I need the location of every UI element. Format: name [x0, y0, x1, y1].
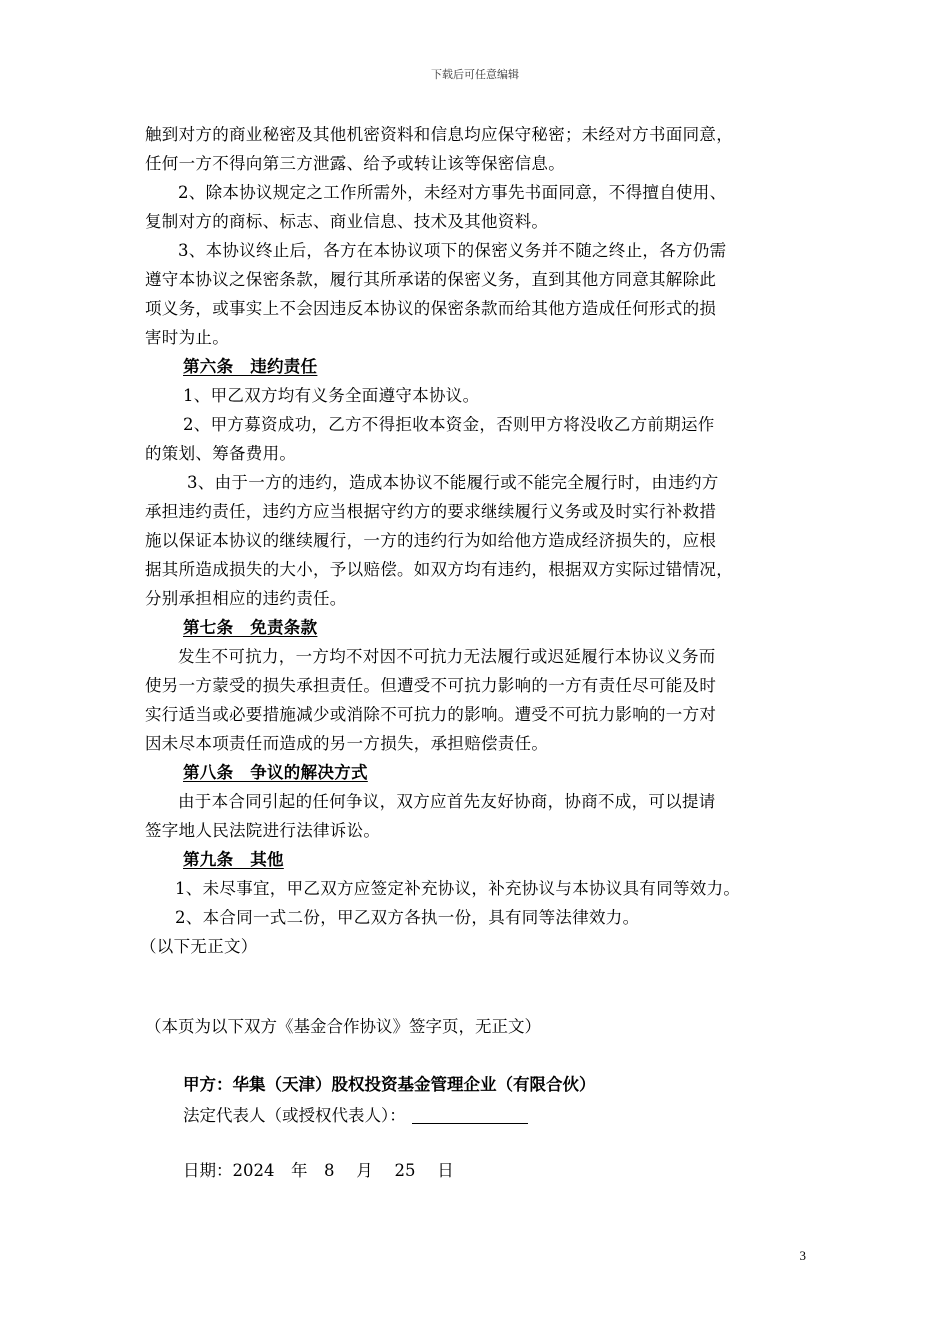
- body-line: 2、甲方募资成功，乙方不得拒收本资金，否则甲方将没收乙方前期运作: [183, 415, 715, 434]
- section-heading-7: [145, 613, 825, 642]
- body-line: 1、未尽事宜，甲乙双方应签定补充协议，补充协议与本协议具有同等效力。: [175, 879, 741, 898]
- body-line: 1、甲乙双方均有义务全面遵守本协议。: [183, 386, 480, 405]
- body-line: 项义务，或事实上不会因违反本协议的保密条款而给其他方造成任何形式的损: [145, 299, 717, 318]
- page-number: 3: [799, 1248, 806, 1263]
- body-line: 3、本协议终止后，各方在本协议项下的保密义务并不随之终止，各方仍需: [178, 241, 727, 260]
- body-line: 实行适当或必要措施减少或消除不可抗力的影响。遭受不可抗力影响的一方对: [145, 705, 717, 724]
- section-heading-7-text: 第七条 免责条款: [183, 618, 318, 637]
- body-line: 由于本合同引起的任何争议，双方应首先友好协商，协商不成，可以提请: [178, 792, 716, 811]
- section-heading-9-text: 第九条 其他: [183, 850, 284, 869]
- header-note: 下载后可任意编辑: [431, 68, 519, 81]
- section-heading-8: [145, 758, 825, 787]
- body-line: 2、本合同一式二份，甲乙双方各执一份，具有同等法律效力。: [175, 908, 640, 927]
- body-line: 承担违约责任，违约方应当根据守约方的要求继续履行义务或及时实行补救措: [145, 502, 717, 521]
- body-line: 任何一方不得向第三方泄露、给予或转让该等保密信息。: [145, 154, 565, 173]
- section-heading-8-text: 第八条 争议的解决方式: [183, 763, 368, 782]
- representative-line: [183, 1102, 903, 1126]
- party-a-name: 甲方：华集（天津）股权投资基金管理企业（有限合伙）: [183, 1075, 596, 1094]
- section-heading-6: [145, 352, 825, 381]
- signature-intro: （本页为以下双方《基金合作协议》签字页，无正文）: [145, 1017, 541, 1036]
- body-line: 发生不可抗力，一方均不对因不可抗力无法履行或迟延履行本协议义务而: [178, 647, 716, 666]
- body-line: （以下无正文）: [140, 937, 258, 956]
- section-heading-9: [145, 845, 825, 874]
- body-line: 据其所造成损失的大小，予以赔偿。如双方均有违约，根据双方实际过错情况，: [145, 560, 733, 579]
- body-line: 复制对方的商标、标志、商业信息、技术及其他资料。: [145, 212, 549, 231]
- body-line: 签字地人民法院进行法律诉讼。: [145, 821, 381, 840]
- body-line: 分别承担相应的违约责任。: [145, 589, 347, 608]
- signature-date: 日期：2024 年 8 月 25 日: [183, 1161, 454, 1180]
- document-body: [140, 120, 825, 1180]
- body-line: 施以保证本协议的继续履行，一方的违约行为如给他方造成经济损失的，应根: [145, 531, 717, 550]
- body-line: 害时为止。: [145, 328, 229, 347]
- body-line: 的策划、筹备费用。: [145, 444, 297, 463]
- body-line: 3、由于一方的违约，造成本协议不能履行或不能完全履行时，由违约方: [187, 473, 719, 492]
- section-heading-6-text: 第六条 违约责任: [183, 357, 318, 376]
- body-line: 使另一方蒙受的损失承担责任。但遭受不可抗力影响的一方有责任尽可能及时: [145, 676, 717, 695]
- body-line: 触到对方的商业秘密及其他机密资料和信息均应保守秘密；未经对方书面同意，: [145, 125, 733, 144]
- body-line: 遵守本协议之保密条款，履行其所承诺的保密义务，直到其他方同意其解除此: [145, 270, 717, 289]
- signature-blank[interactable]: [412, 1107, 528, 1124]
- representative-label: 法定代表人（或授权代表人）：: [183, 1106, 406, 1125]
- body-line: 2、除本协议规定之工作所需外，未经对方事先书面同意，不得擅自使用、: [178, 183, 727, 202]
- body-line: 因未尽本项责任而造成的另一方损失，承担赔偿责任。: [145, 734, 549, 753]
